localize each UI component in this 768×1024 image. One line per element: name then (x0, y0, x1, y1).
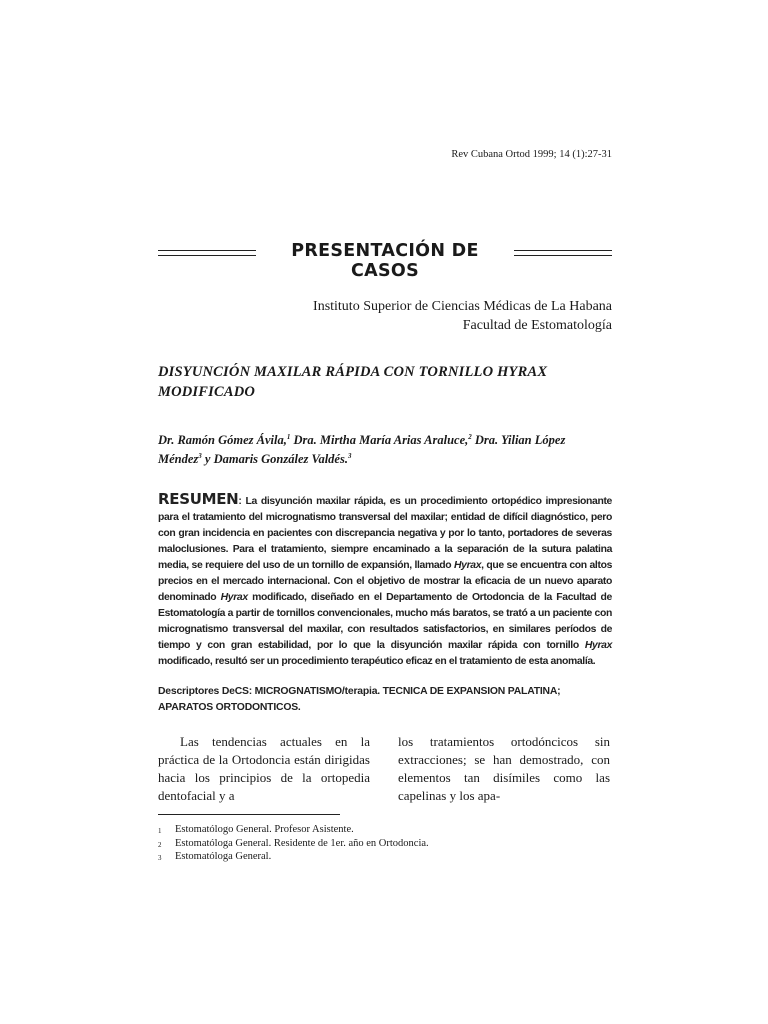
footnote-number: 3 (158, 854, 162, 862)
affiliation-marker: 2 (468, 432, 472, 441)
abstract-text: : La disyunción maxilar rápida, es un procedimiento ortopédico impresionante para el tratamiento del micrognatismo transversal del maxilar; entidad de difícil diagnóstico, pero con gran incidencia en pacientes con discrepancia negativa y por lo tanto, portadores de severas maloclusiones. Para el tratamiento, siempre encaminado a la separación de la sutura palatina media, se requiere del uso de un tornillo de expansión, llamado (158, 496, 612, 571)
author-1: Dr. Ramón Gómez Ávila, (158, 433, 287, 447)
double-rule-right (514, 250, 612, 256)
descriptors: Descriptores DeCS: MICROGNATISMO/terapia. TECNICA DE EXPANSION PALATINA; APARATOS ORTODONTICOS. (158, 686, 561, 713)
footnote-text: Estomatóloga General. (175, 851, 272, 862)
author-2: Dra. Mirtha María Arias Araluce, (290, 433, 469, 447)
double-rule-left (158, 250, 256, 256)
author-4: y Damaris González Valdés. (201, 451, 348, 466)
author-list (158, 431, 612, 468)
body-text-left: Las tendencias actuales en la práctica de la Ortodoncia están dirigidas hacia los principios de la ortopedia dentofacial y a (158, 734, 370, 803)
body-column-right: los tratamientos ortodóncicos sin extracciones; se han demostrado, con elementos tan disímiles como las capelinas y los apa- (398, 734, 610, 803)
footnote-divider (158, 814, 340, 815)
journal-citation: Rev Cubana Ortod 1999; 14 (1):27-31 (451, 149, 612, 160)
section-header (158, 241, 612, 281)
affiliation-marker: 3 (347, 451, 352, 460)
article-title-line-1: DISYUNCIÓN MAXILAR RÁPIDA CON TORNILLO HYRAX (158, 364, 548, 380)
institution-name: Instituto Superior de Ciencias Médicas de La Habana (313, 299, 612, 314)
footnote-text: Estomatóloga General. Residente de 1er. año en Ortodoncia. (175, 837, 429, 849)
footnotes (158, 824, 612, 865)
affiliation-marker: 3 (198, 451, 202, 460)
footnote (158, 838, 612, 852)
abstract-term: Hyrax (584, 640, 612, 651)
abstract-text: , que se encuentra con altos precios en el mercado internacional. Con el objetivo de mostrar la eficacia de un nuevo aparato denominado (158, 560, 613, 603)
abstract-text: modificado, resultó ser un procedimiento terapéutico eficaz en el tratamiento de esta anomalía. (158, 656, 596, 667)
abstract (158, 491, 612, 670)
footnote-number: 1 (158, 827, 162, 835)
footnote-text: Estomatólogo General. Profesor Asistente. (175, 824, 354, 835)
abstract-text: modificado, diseñado en el Departamento de Ortodoncia de la Facultad de Estomatología a partir de tornillos convencionales, mucho más baratos, se trató a un paciente con micrognatismo transversal del maxilar, con resultados satisfactorios, en similares períodos de tiempo y con gran estabilidad, por lo que la disyunción maxilar rápida con tornillo (158, 592, 612, 651)
body-column-left (158, 733, 370, 805)
section-title: PRESENTACIÓN DE CASOS (291, 241, 479, 281)
article-title-line-2: MODIFICADO (158, 384, 256, 400)
article-title (158, 362, 612, 402)
abstract-term: Hyrax (454, 560, 482, 571)
affiliation-marker: 1 (286, 432, 291, 441)
footnote (158, 824, 612, 838)
author-3: Dra. Yilian López Méndez (158, 433, 566, 466)
footnote-number: 2 (158, 840, 162, 849)
faculty-name: Facultad de Estomatología (462, 318, 612, 333)
institution-block (300, 297, 612, 335)
abstract-label: RESUMEN (158, 490, 239, 508)
footnote (158, 851, 612, 865)
abstract-term: Hyrax (220, 592, 248, 603)
